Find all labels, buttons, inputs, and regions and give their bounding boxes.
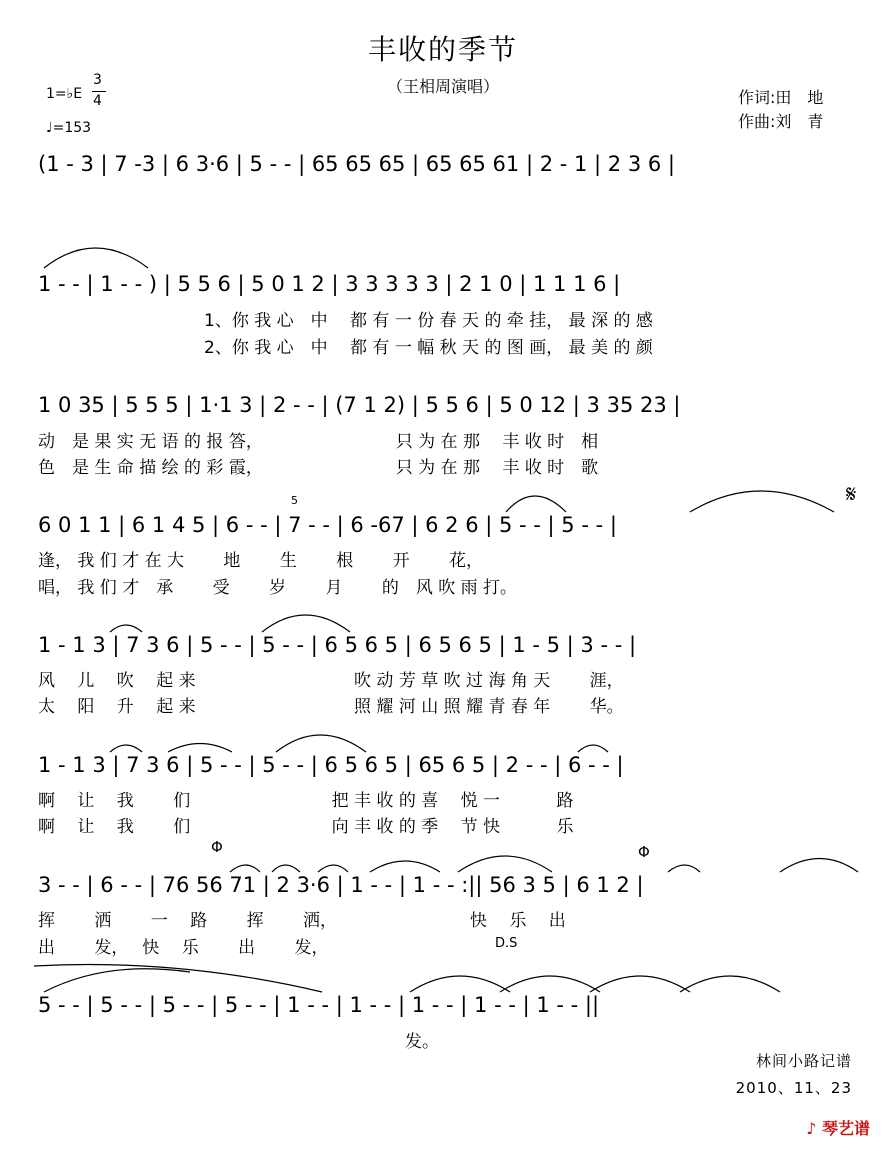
notation-row-8: 5 - - | 5 - - | 5 - - | 5 - - | 1 - - | 1 - - | 1 - - | 1 - - | 1 - - || bbox=[38, 993, 600, 1017]
time-signature-bottom: 4 bbox=[93, 93, 102, 109]
tempo-marking: ♩=153 bbox=[46, 120, 92, 136]
slur-row-6-b bbox=[168, 744, 232, 753]
lyrics-row-3-verse-1: 动 是 果 实 无 语 的 报 答， 只 为 在 那 丰 收 时 相 bbox=[38, 432, 599, 452]
tie-row-2-start bbox=[44, 248, 148, 268]
slur-row-6-c bbox=[276, 735, 366, 752]
tie-row-8-b bbox=[44, 969, 190, 992]
lyrics-row-6-verse-2: 啊 让 我 们 向 丰 收 的 季 节 快 乐 bbox=[38, 817, 574, 837]
logo-mark-icon: ♪ bbox=[806, 1119, 822, 1138]
tie-row-8-d bbox=[500, 976, 600, 992]
notation-row-4: 6 0 1 1 | 6 1 4 5 | 6 - - | 7 - - | 6 -67 | 6 2 6 | 5 - - | 5 - - | bbox=[38, 513, 617, 537]
notation-row-5: 1 - 1 3 | 7 3 6 | 5 - - | 5 - - | 6 5 6 5 | 6 5 6 5 | 1 - 5 | 3 - - | bbox=[38, 633, 637, 657]
slur-row-7-f bbox=[668, 865, 700, 872]
notation-row-1: (1 - 3 | 7 -3 | 6 3·6 | 5 - - | 65 65 65 | 65 65 61 | 2 - 1 | 2 3 6 | bbox=[38, 152, 675, 176]
lyrics-row-6-verse-1: 啊 让 我 们 把 丰 收 的 喜 悦 一 路 bbox=[38, 791, 574, 811]
lyricist-credit: 作词:田 地 bbox=[738, 88, 824, 107]
tie-row-8-e bbox=[590, 976, 690, 992]
lyrics-row-7-verse-2: 出 发， 快 乐 出 发， bbox=[38, 938, 329, 958]
lyrics-row-7-verse-1: 挥 洒 一 路 挥 洒， 快 乐 出 bbox=[38, 911, 566, 931]
tie-row-8-f bbox=[680, 976, 780, 992]
slur-row-4-a bbox=[506, 496, 566, 512]
site-logo bbox=[806, 1116, 870, 1139]
notation-row-3: 1 0 35 | 5 5 5 | 1·1 3 | 2 - - | (7 1 2) | 5 5 6 | 5 0 12 | 3 35 23 | bbox=[38, 393, 681, 417]
song-title: 丰收的季节 bbox=[367, 33, 518, 66]
slur-row-5-b bbox=[262, 615, 350, 632]
lyrics-row-5-verse-1: 风 儿 吹 起 来 吹 动 芳 草 吹 过 海 角 天 涯， bbox=[38, 671, 624, 691]
lyrics-row-8-verse-1: 发。 bbox=[405, 1032, 439, 1052]
lyrics-row-4-verse-2: 唱， 我 们 才 承 受 岁 月 的 风 吹 雨 打。 bbox=[38, 578, 518, 598]
slur-row-7-c bbox=[318, 865, 348, 872]
tie-row-8-c bbox=[410, 976, 510, 992]
slur-row-4-b bbox=[690, 491, 834, 512]
slur-row-7-b bbox=[272, 865, 300, 872]
ds-marking: D.S bbox=[495, 936, 518, 951]
segno-sign: 𝄋 bbox=[846, 480, 857, 508]
coda-sign-1: Φ bbox=[211, 838, 223, 856]
slur-row-6-d bbox=[578, 745, 608, 752]
notation-row-6: 1 - 1 3 | 7 3 6 | 5 - - | 5 - - | 6 5 6 5 | 65 6 5 | 2 - - | 6 - - | bbox=[38, 753, 624, 777]
time-signature-top: 3 bbox=[93, 72, 102, 88]
notation-row-2: 1 - - | 1 - - ) | 5 5 6 | 5 0 1 2 | 3 3 3 3 3 | 2 1 0 | 1 1 1 6 | bbox=[38, 272, 621, 296]
slur-row-6-a bbox=[110, 745, 142, 752]
lyrics-row-2-verse-1: 1、你 我 心 中 都 有 一 份 春 天 的 牵 挂， 最 深 的 感 bbox=[204, 311, 653, 331]
composer-credit: 作曲:刘 青 bbox=[738, 112, 824, 131]
transcription-date: 2010、11、23 bbox=[735, 1079, 852, 1097]
slur-row-7-e bbox=[458, 856, 552, 872]
slur-row-7-d bbox=[370, 861, 440, 872]
slur-row-7-a bbox=[230, 865, 260, 872]
lyrics-row-2-verse-2: 2、你 我 心 中 都 有 一 幅 秋 天 的 图 画， 最 美 的 颜 bbox=[204, 338, 653, 358]
song-subtitle: （王相周演唱） bbox=[386, 77, 499, 96]
lyrics-row-5-verse-2: 太 阳 升 起 来 照 耀 河 山 照 耀 青 春 年 华。 bbox=[38, 697, 624, 717]
notation-row-7: 3 - - | 6 - - | 76 56 71 | 2 3·6 | 1 - - | 1 - - :|| 56 3 5 | 6 1 2 | bbox=[38, 873, 644, 897]
slur-row-5-a bbox=[110, 625, 142, 632]
grace-note: 5 bbox=[291, 494, 298, 507]
lyrics-row-4-verse-1: 逢， 我 们 才 在 大 地 生 根 开 花， bbox=[38, 551, 484, 571]
transcriber-credit: 林间小路记谱 bbox=[755, 1052, 852, 1070]
logo-text: 琴艺谱 bbox=[821, 1119, 870, 1138]
key-signature: 1=♭E bbox=[46, 86, 83, 102]
lyrics-row-3-verse-2: 色 是 生 命 描 绘 的 彩 霞， 只 为 在 那 丰 收 时 歌 bbox=[38, 458, 599, 478]
slur-row-7-g bbox=[780, 859, 858, 873]
coda-sign-2: Φ bbox=[638, 843, 650, 861]
